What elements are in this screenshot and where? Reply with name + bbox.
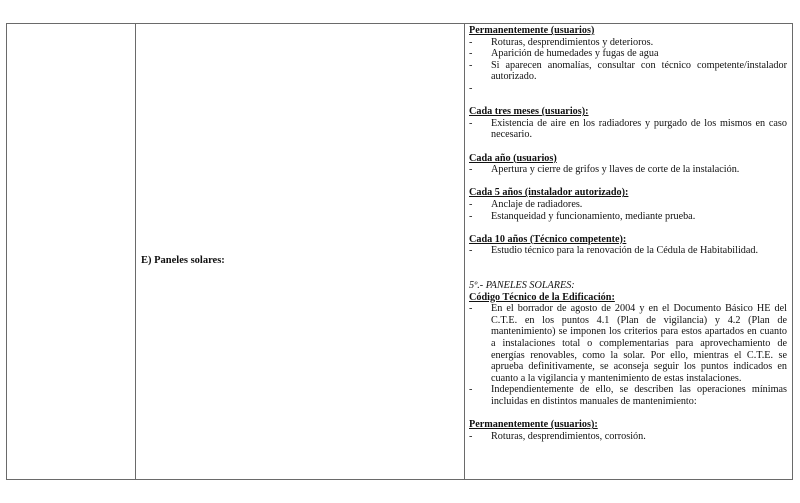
list-item-text: Aparición de humedades y fugas de agua bbox=[491, 48, 659, 60]
spacer bbox=[469, 268, 787, 280]
list-item-text: Existencia de aire en los radiadores y purgado de los mismos en caso necesario. bbox=[491, 117, 787, 141]
list-item-text: Estudio técnico para la renovación de la Cédula de Habitabilidad. bbox=[491, 245, 759, 257]
block-heading: Cada 5 años (instalador autorizado): bbox=[469, 187, 629, 199]
list-item bbox=[469, 303, 787, 384]
list-bullet: - bbox=[469, 36, 473, 48]
list-item bbox=[469, 384, 787, 407]
list-bullet: - bbox=[469, 303, 473, 315]
list-bullet: - bbox=[469, 164, 473, 176]
list-item bbox=[469, 60, 787, 83]
list-bullet: - bbox=[469, 59, 473, 71]
list-item bbox=[469, 164, 787, 176]
list-item-text: Independientemente de ello, se describen las operaciones mínimas incluidas en distintos manuales de mantenimiento: bbox=[491, 384, 787, 407]
list-item bbox=[469, 48, 787, 60]
list-bullet: - bbox=[469, 82, 473, 94]
list-bullet: - bbox=[469, 117, 473, 129]
solar-section-heading: Código Técnico de la Edificación: bbox=[469, 291, 615, 303]
list-bullet: - bbox=[469, 198, 473, 210]
list-item-text: Roturas, desprendimientos y deterioros. bbox=[491, 36, 654, 48]
list-item-text: Estanqueidad y funcionamiento, mediante prueba. bbox=[491, 210, 696, 222]
block-heading: Cada año (usuarios) bbox=[469, 152, 557, 164]
block-heading: Permanentemente (usuarios) bbox=[469, 25, 595, 36]
list-item bbox=[469, 211, 787, 223]
spacer bbox=[469, 257, 787, 269]
table-column-section bbox=[136, 24, 465, 479]
section-label: E) Paneles solares: bbox=[141, 255, 225, 266]
block-heading: Permanentemente (usuarios): bbox=[469, 419, 598, 431]
list-item-text: Anclaje de radiadores. bbox=[491, 198, 583, 210]
list-bullet: - bbox=[469, 210, 473, 222]
block-heading: Cada tres meses (usuarios): bbox=[469, 106, 589, 118]
list-item-text: Roturas, desprendimientos, corrosión. bbox=[491, 430, 646, 442]
list-item-text: En el borrador de agosto de 2004 y en el Documento Básico HE del C.T.E. en los puntos 4.1 (Plan de vigilancia) y 4.2 (Plan de mantenimiento) se imponen los criterios para estos apartados en cuanto a instalaciones total o complementarias para aprovechamiento de energías renovables, como la solar. Por ello, mientras el C.T.E. se aprueba definitivamente, se aconseja seguir los puntos indicados en cuanto a la vigilancia y mantenimiento de estas instalaciones. bbox=[491, 303, 787, 384]
list-item bbox=[469, 245, 787, 257]
spacer bbox=[469, 95, 787, 107]
table-column-empty bbox=[7, 24, 136, 479]
solar-section-title: 5º.- PANELES SOLARES: bbox=[469, 280, 575, 292]
spacer bbox=[469, 408, 787, 420]
list-bullet: - bbox=[469, 384, 473, 396]
list-item bbox=[469, 37, 787, 49]
maintenance-content bbox=[469, 25, 787, 442]
spacer bbox=[469, 222, 787, 234]
block-heading: Cada 10 años (Técnico competente): bbox=[469, 233, 627, 245]
maintenance-table bbox=[6, 23, 793, 480]
list-bullet: - bbox=[469, 430, 473, 442]
list-item bbox=[469, 118, 787, 141]
list-item bbox=[469, 199, 787, 211]
spacer bbox=[469, 176, 787, 188]
list-bullet: - bbox=[469, 48, 473, 60]
table-column-content bbox=[465, 24, 792, 479]
spacer bbox=[469, 141, 787, 153]
list-item-text: Apertura y cierre de grifos y llaves de corte de la instalación. bbox=[491, 164, 740, 176]
list-bullet: - bbox=[469, 245, 473, 257]
list-item-text: Si aparecen anomalías, consultar con técnico competente/instalador autorizado. bbox=[491, 59, 787, 83]
list-item bbox=[469, 431, 787, 443]
